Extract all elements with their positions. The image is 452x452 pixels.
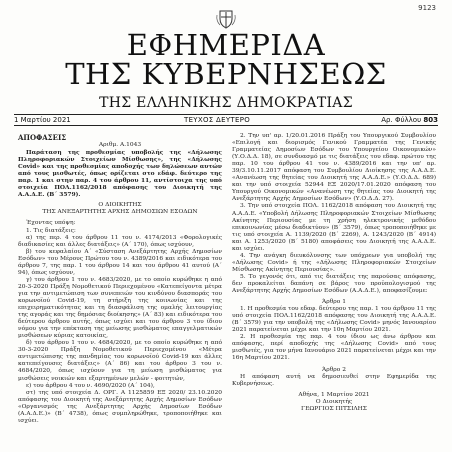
decision-number: Αριθμ. Α.1043 — [98, 142, 142, 148]
paragraph-2: 2. Την υπ' αρ. 1/20.01.2016 Πράξη του Υπουργικού Συμβουλίου «Επιλογή και διορισμός Γενικού Γραμματέα της Γενικής Γραμματείας Δημοσίων Εσόδων του Υπουργείου Οικονομικών» (Υ.Ο.Δ.Δ. 18), σε συνδυασμό με τις διατάξεις του εδαφ. πρώτου της παρ. 10 του άρθρου 41 του ν. 4389/2016 και την υπ' αρ. 39/3.10.11.2017 απόφαση του Συμβουλίου Διοίκησης της Α.Α.Δ.Ε. «Ανανέωση της θητείας του Διοικητή της Α.Α.Δ.Ε.» (Υ.Ο.Δ.Δ. 689) και την υπό στοιχεία 52944 ΕΞ 2020/17.01.2020 απόφαση του Υπουργού Οικονομικών «Ανανέωση της θητείας του Διοικητή της Ανεξάρτητης Αρχής Δημοσίων Εσόδων» (Υ.Ο.Δ.Δ. 27). — [232, 133, 436, 203]
paragraph-1b: β) του κεφαλαίου Α΄ «Σύσταση Ανεξάρτητης Αρχής Δημοσίων Εσόδων» του Μέρους Πρώτου του ν. 4389/2016 και ειδικότερα του άρθρου 7, της παρ. 1 του άρθρου 14 και του άρθρου 41 αυτού (Α΄ 94), όπως ισχύουν, — [18, 248, 222, 276]
paragraph-1d: δ) του άρθρου 1 του ν. 4684/2020, με το οποίο κυρώθηκε η από 30-3-2020 Πράξη Νομοθετικού Περιεχομένου «Μέτρα αντιμετώπισης της πανδημίας του κορωνοϊού Covid-19 και άλλες κατεπείγουσες διατάξεις» (Α΄ 86) και του άρθρου 3 του ν. 4684/2020, όπως ισχύουν για τη μείωση μισθώματος για μισθώσεις νοικιών και εξαρτημένων μελών - φοιτητών, — [18, 340, 222, 382]
coat-of-arms-icon — [215, 8, 237, 30]
masthead-title-line2: ΤΗΣ ΚΥΒΕΡΝΗΣΕΩΣ — [65, 57, 387, 91]
article-1-heading: Άρθρο 1 — [322, 299, 346, 306]
decision-title: Παράταση της προθεσμίας υποβολής της «Δήλωσης Πληροφοριακών Στοιχείων Μίσθωσης», της «Δήλωσης Covid» και της προθεσμίας αποδοχής των δηλώσεων αυτών από τους μισθωτές, όπως ορίζεται στο εδάφ. δεύτερο της παρ. 1 και στην παρ. 4 του άρθρου 11, αντίστοιχα της υπό στοιχεία ΠΟΛ.1162/2018 απόφασης του Διοικητή της Α.Α.Δ.Ε. (Β΄ 3579). — [18, 149, 222, 199]
signature-place-date: Αθήνα, 1 Μαρτίου 2021 — [298, 391, 370, 398]
signature-role: Ο Διοικητής — [315, 398, 353, 405]
page-number: 9123 — [418, 4, 436, 12]
paragraph-1st: στ) της υπό στοιχεία Δ. ΟΡΓ. Α 1125859 ΕΞ 2020/ 23.10.2020 απόφασης του Διοικητή της Ανεξάρτητης Αρχής Δημοσίων Εσόδων «Οργανισμός της Ανεξάρτητης Αρχής Δημοσίων Εσόδων (Α.Α.Δ.Ε.)» (Β΄ 4738), όπως συμπληρώθηκε, τροποποιήθηκε και ισχύει. — [18, 389, 222, 424]
signature-name: ΓΕΩΡΓΙΟΣ ΠΙΤΣΙΛΗΣ — [301, 405, 367, 412]
article-1-paragraph-1: 1. Η προθεσμία του εδαφ. δεύτερου της παρ. 1 του άρθρου 11 της υπό στοιχεία ΠΟΛ.1162/2018 απόφασης του Διοικητή της Α.Α.Δ.Ε. (Β΄ 3579) για την υποβολή της «Δήλωσης Covid» μηνός Ιανουαρίου 2021 παρατείνεται μέχρι και την 10η Μαρτίου 2021. — [232, 306, 436, 334]
article-2-text: Η απόφαση αυτή να δημοσιευθεί στην Εφημερίδα της Κυβερνήσεως. — [232, 373, 436, 387]
article-2-heading: Άρθρο 2 — [322, 366, 346, 373]
issue-series: ΤΕΥΧΟΣ ΔΕΥΤΕΡΟ — [184, 116, 251, 124]
authority-line1: Ο ΔΙΟΙΚΗΤΗΣ — [98, 202, 142, 209]
left-column — [18, 133, 222, 425]
considering-label: Έχοντας υπόψη: — [26, 220, 76, 227]
paragraph-4: 4. Την ανάγκη διευκόλυνσης των υπόχρεων για υποβολή της «Δήλωσης Covid» ή της «Δήλωσης Πληροφοριακών Στοιχείων Μίσθωσης Ακίνητης Περιουσίας». — [232, 252, 436, 273]
paragraph-5: 5. Το γεγονός ότι, από τις διατάξεις της παρούσας απόφασης, δεν προκαλείται δαπάνη σε βάρος του προϋπολογισμού της Ανεξάρτητης Αρχής Δημοσίων Εσόδων (Α.Α.Δ.Ε.), αποφασίζουμε: — [232, 273, 436, 295]
sheet-label: Αρ. Φύλλου — [381, 116, 422, 124]
article-1-paragraph-2: 2. Η προθεσμία της παρ. 4 του ίδιου ως άνω άρθρου και απόφασης, περί αποδοχής της «Δήλωσης Covid» από τους μισθωτές, για τον μήνα Ιανουάριο 2021 παρατείνεται μέχρι και την 16η Μαρτίου 2021. — [232, 334, 436, 362]
header-rule-top — [14, 114, 438, 115]
paragraph-1c: γ) του άρθρου 1 του ν. 4683/2020, με το οποίο κυρώθηκε η από 20-3-2020 Πράξη Νομοθετικού Περιεχομένου «Κατεπείγοντα μέτρα για την αντιμετώπιση των συνεπειών του κινδύνου διασποράς του κορωνοϊού Covid-19, τη στήριξη της κοινωνίας και της επιχειρηματικότητας και τη διασφάλιση της ομαλής λειτουργίας της αγοράς και της δημόσιας διοίκησης» (Α΄ 83) και ειδικότερα του δεύτερου άρθρου αυτής, όπως ισχύει και του άρθρου 3 του ίδιου νόμου για την επέκταση της μείωσης μισθώματος επαγγελματικών μισθώσεων κύριας κατοικίας, — [18, 276, 222, 340]
paragraph-1e: ε) του άρθρου 4 του ν. 4690/2020 (Α΄ 104), — [26, 382, 155, 389]
header-rule-bottom — [14, 125, 438, 126]
sheet-number — [381, 116, 438, 125]
authority-line2: ΤΗΣ ΑΝΕΞΑΡΤΗΤΗΣ ΑΡΧΗΣ ΔΗΜΟΣΙΩΝ ΕΣΟΔΩΝ — [42, 209, 198, 216]
section-heading: ΑΠΟΦΑΣΕΙΣ — [18, 133, 67, 142]
issue-date: 1 Μαρτίου 2021 — [14, 116, 71, 124]
right-column — [232, 133, 436, 413]
issue-bar — [14, 116, 438, 125]
sheet-number-value: 803 — [423, 116, 438, 124]
paragraph-1a: α) της περ. 4 του άρθρου 11 του ν. 4174/2013 «Φορολογικές διαδικασίες και άλλες διατάξεις» (Α΄ 170), όπως ισχύουν, — [18, 234, 222, 248]
paragraph-3: 3. Την υπό στοιχεία ΠΟΛ. 1162/2018 απόφαση του Διοικητή της Α.Α.Δ.Ε. «Υποβολή Δήλωσης Πληροφοριακών Στοιχείων Μίσθωσης Ακίνητης Περιουσίας με τη χρήση ηλεκτρονικής μεθόδου επικοινωνίας μέσω διαδικτύου» (Β΄ 3579), όπως τροποποιήθηκε με τις υπό στοιχεία Α. 1139/2020 (Β΄ 2269), Α. 1243/2020 (Β΄ 4914) και Α. 1253/2020 (Β΄ 5180) αποφάσεις του Διοικητή της Α.Α.Δ.Ε. και ισχύει. — [232, 203, 436, 252]
masthead-subtitle: ΤΗΣ ΕΛΛΗΝΙΚΗΣ ΔΗΜΟΚΡΑΤΙΑΣ — [99, 95, 353, 111]
paragraph-1: 1. Τις διατάξεις: — [26, 227, 76, 234]
masthead-title-line1: ΕΦΗΜΕΡΙΔΑ — [126, 28, 326, 62]
